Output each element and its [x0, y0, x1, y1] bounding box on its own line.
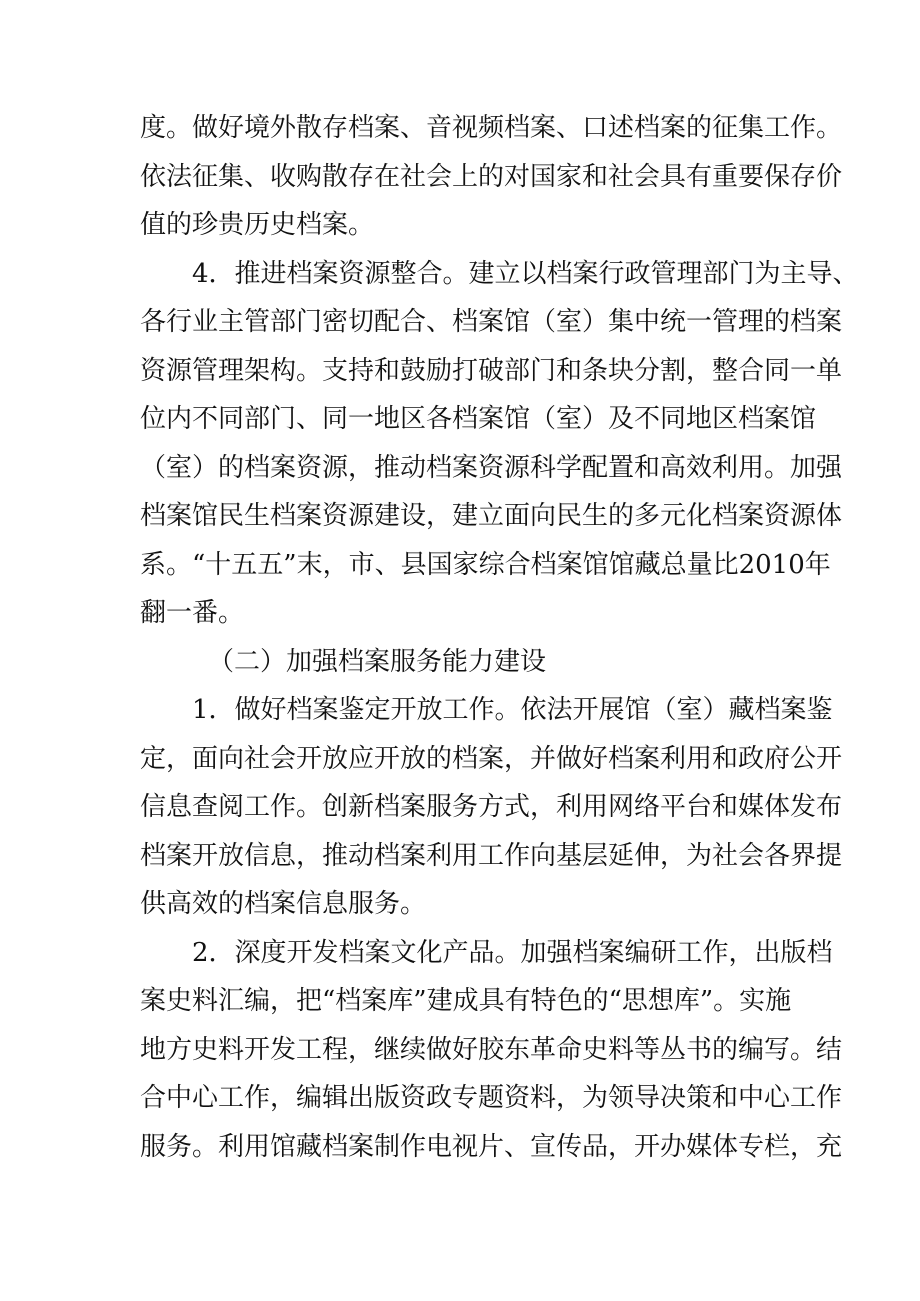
text-line: 案史料汇编，把“档案库”建成具有特色的“思想库”。实施	[140, 986, 792, 1016]
document-body	[140, 104, 859, 1171]
text-line: 各行业主管部门密切配合、档案馆（室）集中统一管理的档案	[140, 307, 843, 337]
text-line: 4．推进档案资源整合。建立以档案行政管理部门为主导、	[192, 258, 859, 289]
text-line: 信息查阅工作。创新档案服务方式，利用网络平台和媒体发布	[140, 792, 843, 822]
text-line: 依法征集、收购散存在社会上的对国家和社会具有重要保存价	[140, 161, 843, 192]
text-line: （室）的档案资源，推动档案资源科学配置和高效利用。加强	[140, 452, 843, 483]
text-line: 度。做好境外散存档案、音视频档案、口述档案的征集工作。	[140, 113, 843, 143]
text-line: 档案馆民生档案资源建设，建立面向民生的多元化档案资源体	[140, 501, 843, 531]
section-heading	[140, 638, 800, 687]
text-line: 供高效的档案信息服务。	[140, 889, 427, 919]
text-line: 服务。利用馆藏档案制作电视片、宣传品，开办媒体专栏，充	[140, 1131, 843, 1162]
text-line: 翻一番。	[140, 598, 245, 628]
text-line: 地方史料开发工程，继续做好胶东革命史料等丛书的编写。结	[140, 1034, 843, 1065]
text-line: 位内不同部门、同一地区各档案馆（室）及不同地区档案馆	[140, 404, 817, 434]
text-line: 2．深度开发档案文化产品。加强档案编研工作，出版档	[192, 937, 833, 968]
text-line: 档案开放信息，推动档案利用工作向基层延伸，为社会各界提	[140, 840, 843, 871]
paragraph-item-1	[140, 686, 843, 929]
paragraph-item-2	[140, 929, 843, 1172]
text-line: 值的珍贵历史档案。	[140, 210, 375, 240]
paragraph-item-4	[140, 250, 859, 638]
text-line: 系。“十五五”末，市、县国家综合档案馆馆藏总量比2010年	[140, 549, 831, 580]
text-line: 定，面向社会开放应开放的档案，并做好档案利用和政府公开	[140, 743, 843, 774]
text-line: 合中心工作，编辑出版资政专题资料，为领导决策和中心工作	[140, 1083, 843, 1113]
text-line: 1．做好档案鉴定开放工作。依法开展馆（室）藏档案鉴	[192, 695, 833, 725]
text-line: 资源管理架构。支持和鼓励打破部门和条块分割，整合同一单	[140, 355, 843, 386]
paragraph-continuation	[140, 104, 843, 250]
section-heading-text: （二）加强档案服务能力建设	[208, 646, 547, 677]
